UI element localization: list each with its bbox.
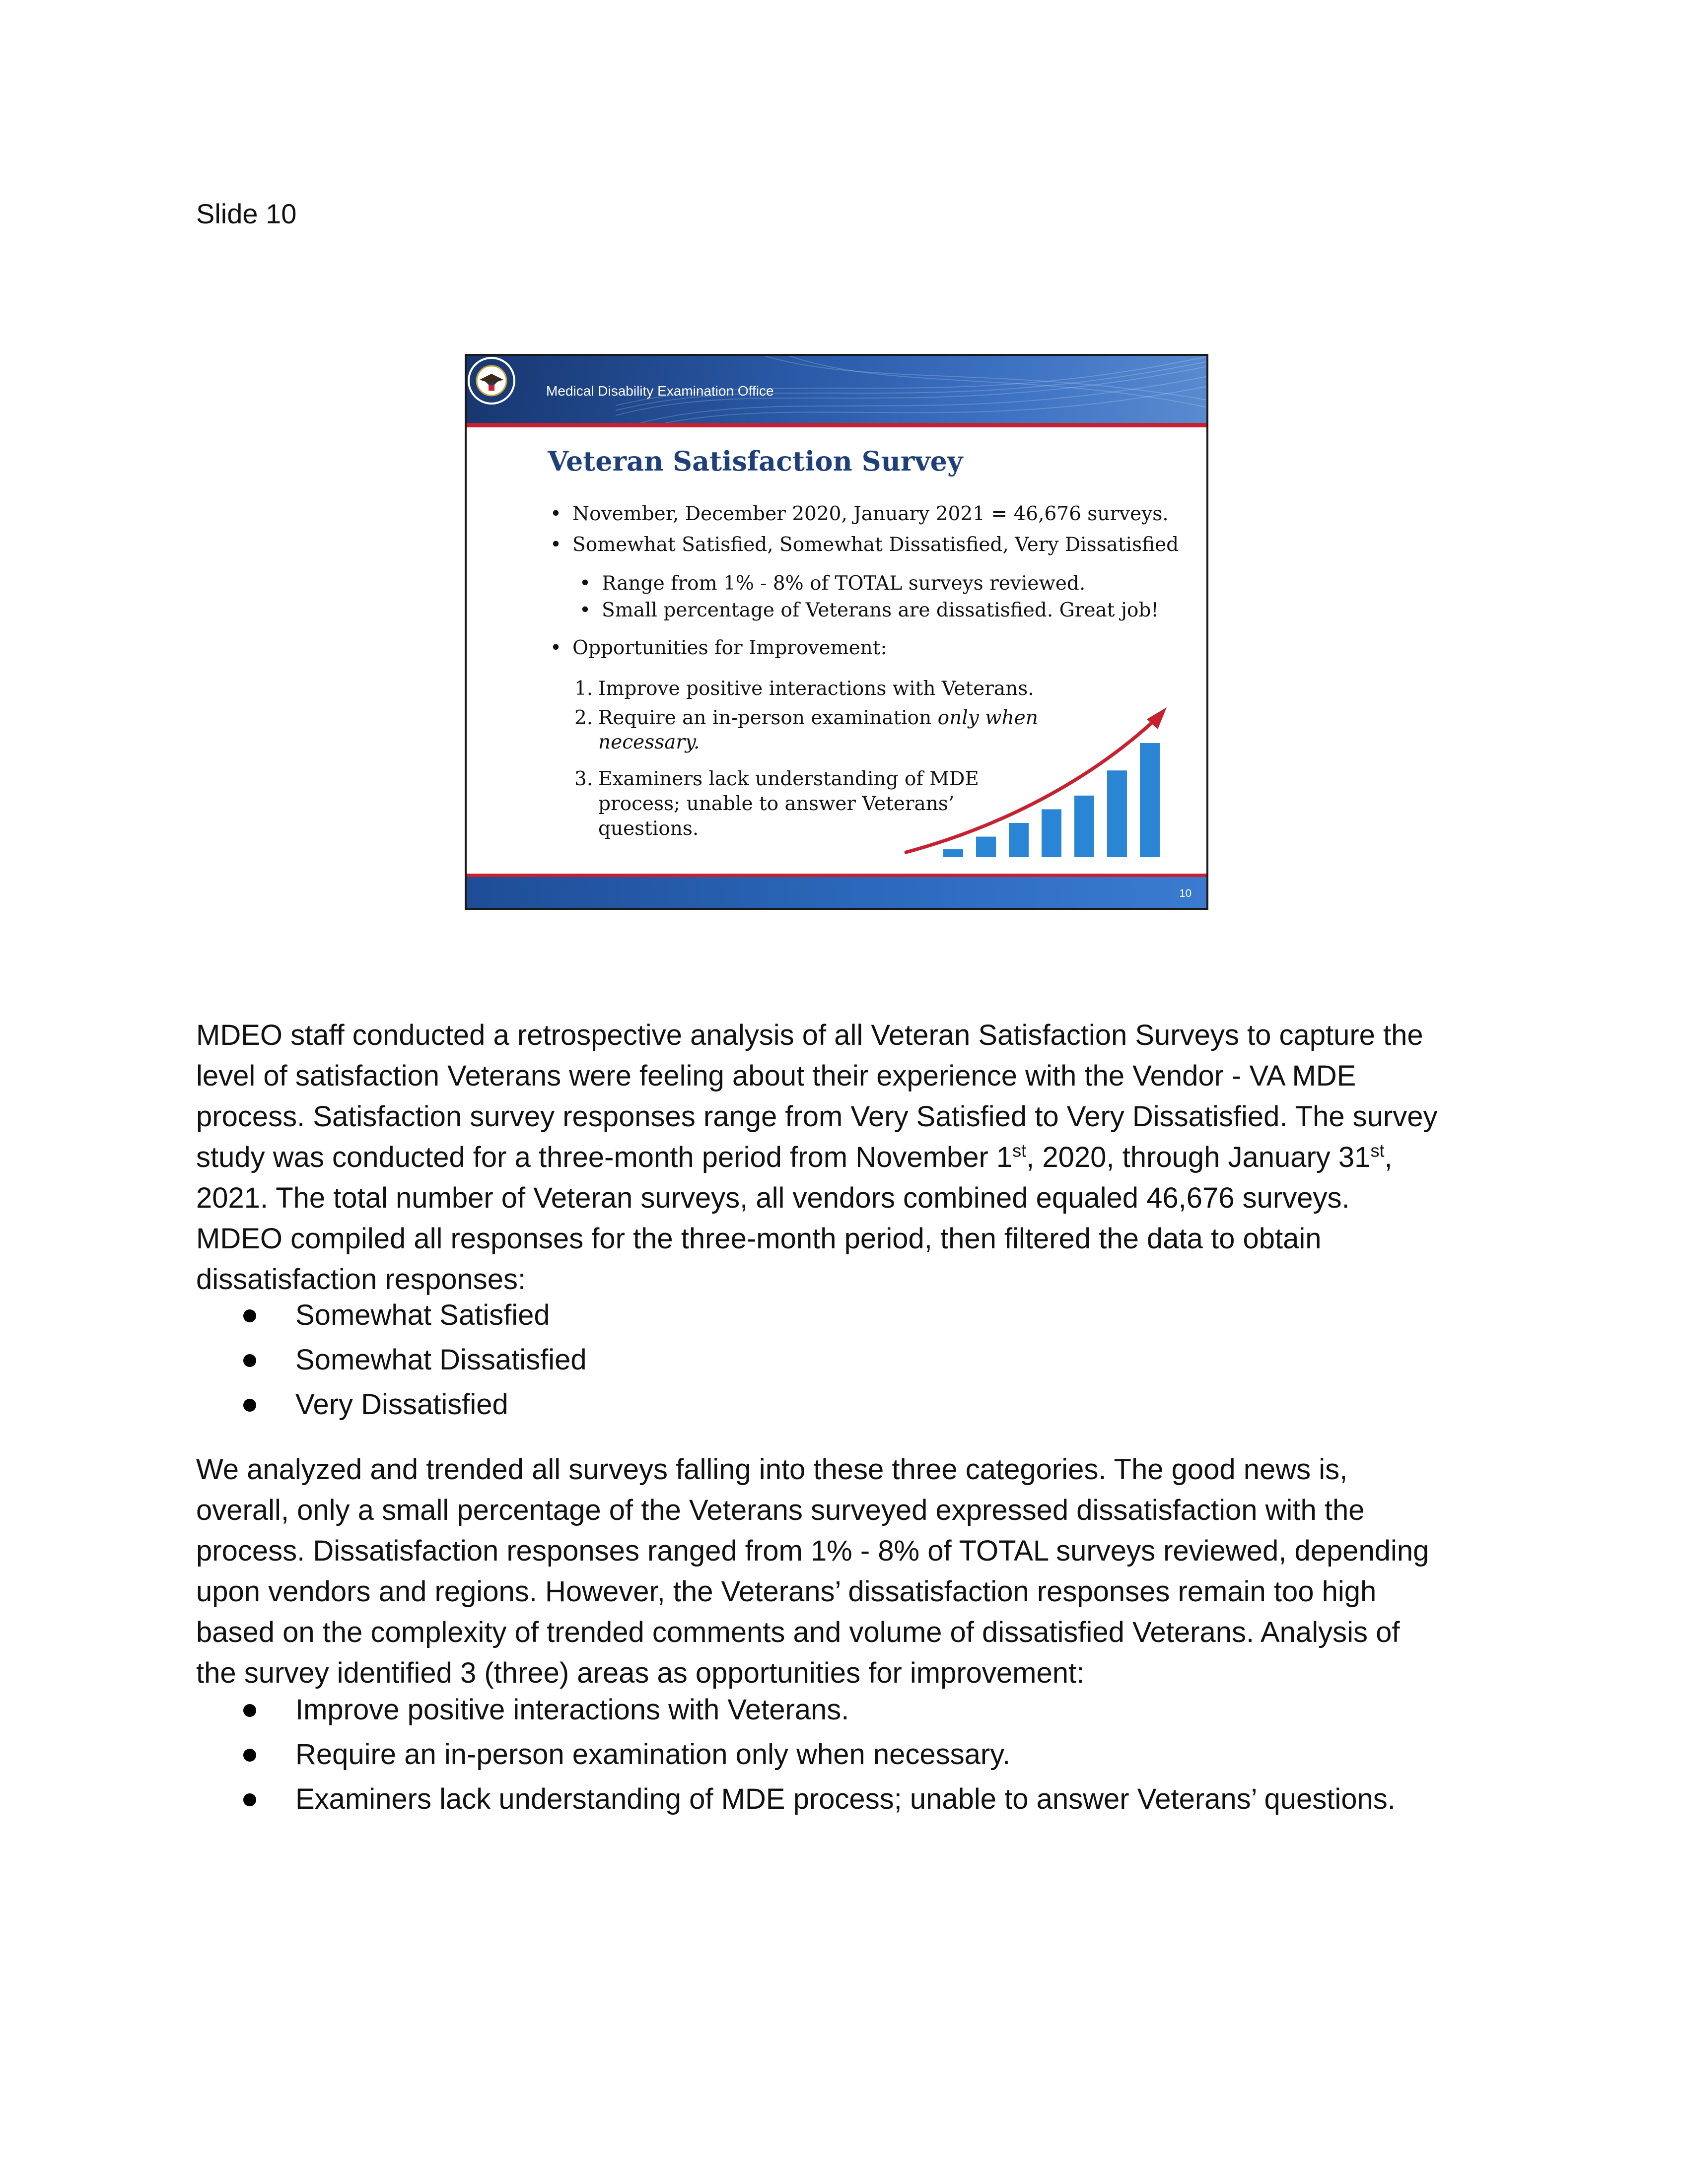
- slide-numbered-item-cont: necessary.: [598, 731, 700, 753]
- slide-numbered-item-cont: process; unable to answer Veterans’: [598, 793, 955, 815]
- paragraph-2: [196, 1449, 1487, 1694]
- paragraph-line: MDEO compiled all responses for the three-month period, then filtered the data to obtain: [196, 1223, 1322, 1255]
- paragraph-line: upon vendors and regions. However, the Veterans’ dissatisfaction responses remain too high: [196, 1575, 1377, 1608]
- paragraph-line: process. Dissatisfaction responses ranged from 1% - 8% of TOTAL surveys reviewed, depending: [196, 1535, 1429, 1567]
- growth-bar: [1009, 823, 1029, 857]
- bullet-dot: [243, 1749, 256, 1762]
- growth-bar: [943, 849, 963, 857]
- bullet-dot: [243, 1793, 256, 1806]
- list-item: Very Dissatisfied: [196, 1382, 587, 1427]
- dissatisfaction-categories-list: [196, 1293, 587, 1427]
- paragraph-line: the survey identified 3 (three) areas as opportunities for improvement:: [196, 1657, 1085, 1689]
- slide-footer: [467, 877, 1206, 908]
- growth-bar: [1074, 796, 1094, 857]
- slide-bullet: • November, December 2020, January 2021 = 46,676 surveys.: [550, 503, 1169, 525]
- slide-bullet: • Somewhat Satisfied, Somewhat Dissatisfied, Very Dissatisfied: [550, 534, 1179, 556]
- va-seal-icon: [467, 356, 516, 406]
- slide-numbered-item: 3. Examiners lack understanding of MDE: [574, 768, 979, 790]
- slide-numbered-item: 1. Improve positive interactions with Veterans.: [574, 678, 1034, 700]
- paragraph-line: level of satisfaction Veterans were feeling about their experience with the Vendor - VA MDE: [196, 1060, 1356, 1092]
- growth-bar-chart-icon: [899, 688, 1177, 867]
- slide-title: Veteran Satisfaction Survey: [548, 445, 963, 477]
- paragraph-line: 2021. The total number of Veteran surveys, all vendors combined equaled 46,676 surveys.: [196, 1182, 1350, 1214]
- paragraph-line: MDEO staff conducted a retrospective analysis of all Veteran Satisfaction Surveys to capture the: [196, 1019, 1423, 1051]
- growth-bar: [1042, 809, 1061, 857]
- slide-sub-bullet: • Range from 1% - 8% of TOTAL surveys reviewed.: [579, 572, 1086, 595]
- list-item: Improve positive interactions with Veterans.: [196, 1688, 1396, 1732]
- slide-label: Slide 10: [196, 198, 297, 229]
- list-item: Somewhat Dissatisfied: [196, 1338, 587, 1382]
- improvement-areas-list: [196, 1688, 1396, 1822]
- paragraph-line: overall, only a small percentage of the Veterans surveyed expressed dissatisfaction with the: [196, 1494, 1365, 1526]
- bullet-dot: [243, 1399, 256, 1412]
- growth-bar: [1107, 770, 1127, 857]
- bullet-dot: [243, 1354, 256, 1367]
- slide-numbered-item-cont: questions.: [598, 818, 699, 840]
- paragraph-line: study was conducted for a three-month period from November 1st, 2020, through January 31st,: [196, 1140, 1393, 1173]
- slide-sub-bullet: • Small percentage of Veterans are dissatisfied. Great job!: [579, 599, 1159, 621]
- slide-page-number: 10: [1179, 887, 1192, 899]
- bullet-dot: [243, 1704, 256, 1717]
- footer-red-stripe: [467, 874, 1206, 877]
- paragraph-1: [196, 1015, 1487, 1300]
- slide-numbered-item: 2. Require an in-person examination only when: [574, 707, 1038, 729]
- banner-title: Medical Disability Examination Office: [546, 383, 774, 399]
- slide-thumbnail: [465, 354, 1208, 910]
- bullet-dot: [243, 1309, 256, 1322]
- slide-bullet: • Opportunities for Improvement:: [550, 637, 887, 659]
- list-item: Somewhat Satisfied: [196, 1293, 587, 1338]
- paragraph-line: process. Satisfaction survey responses range from Very Satisfied to Very Dissatisfied. The survey: [196, 1100, 1438, 1133]
- list-item: Examiners lack understanding of MDE process; unable to answer Veterans’ questions.: [196, 1777, 1396, 1822]
- list-item: Require an in-person examination only when necessary.: [196, 1732, 1396, 1777]
- paragraph-line: We analyzed and trended all surveys falling into these three categories. The good news is,: [196, 1453, 1348, 1486]
- paragraph-line: dissatisfaction responses:: [196, 1263, 526, 1296]
- growth-bar: [1140, 743, 1160, 857]
- slide-banner: [467, 356, 1206, 423]
- banner-red-stripe: [467, 423, 1206, 427]
- growth-bar: [976, 837, 996, 857]
- paragraph-line: based on the complexity of trended comments and volume of dissatisfied Veterans. Analysis of: [196, 1616, 1400, 1648]
